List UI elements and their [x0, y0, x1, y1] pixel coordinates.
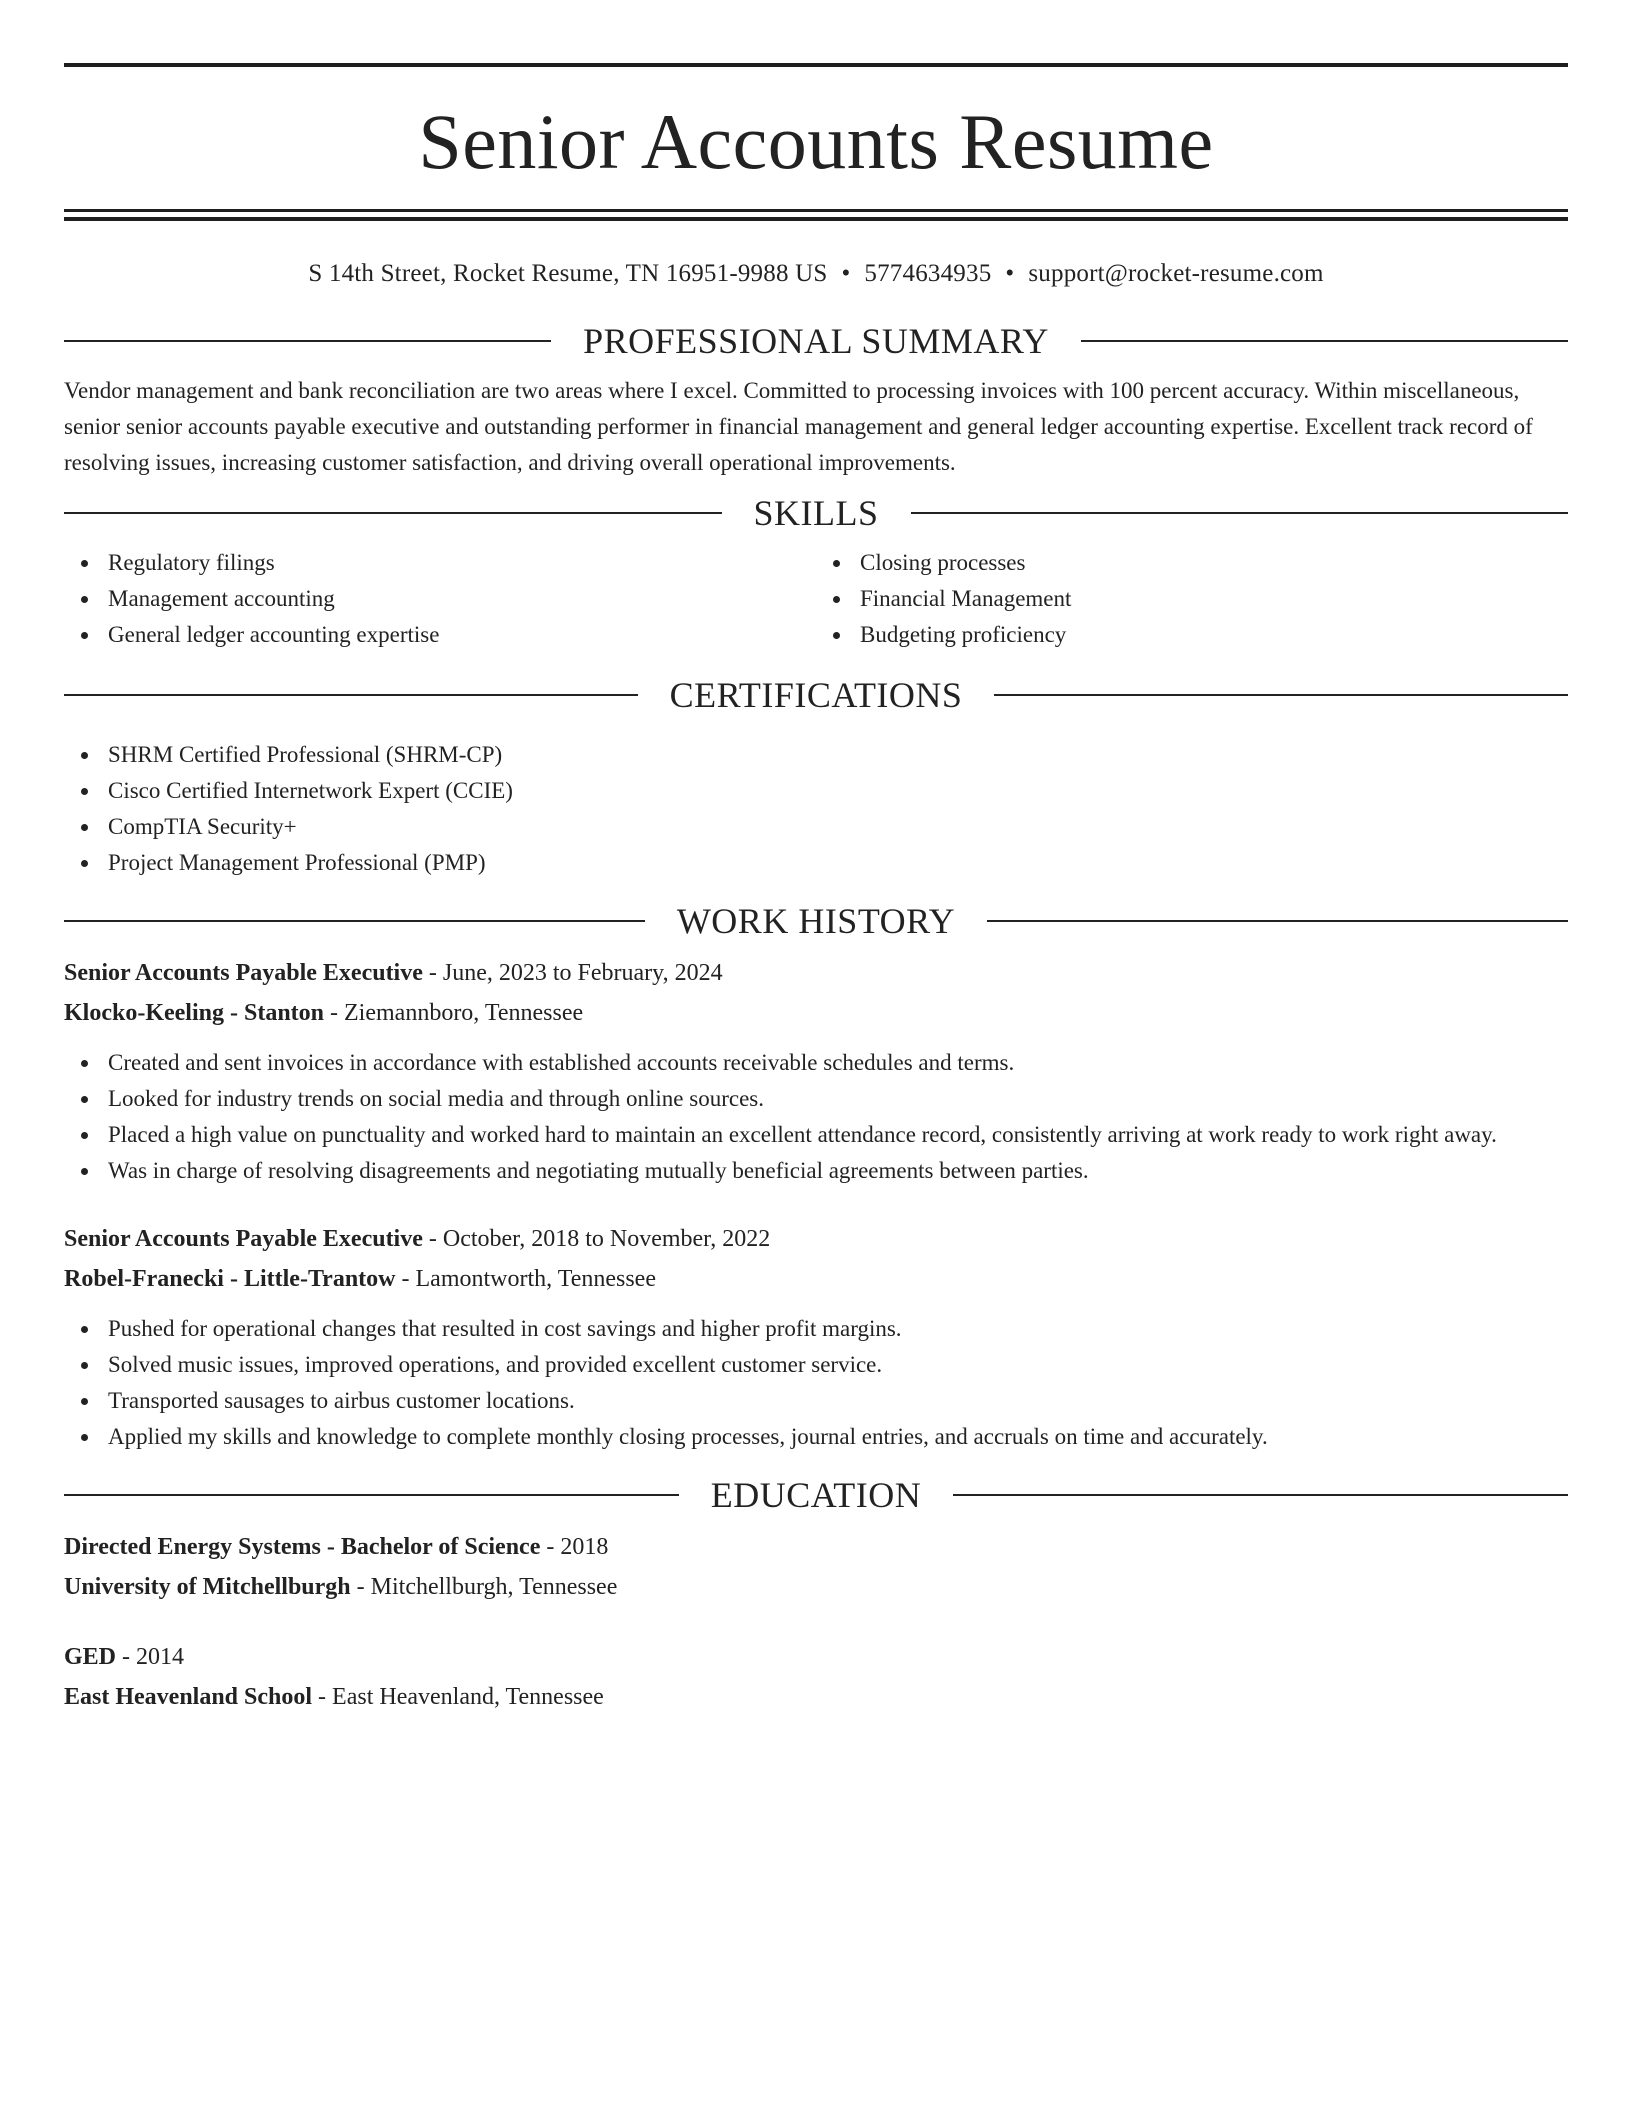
education-year: 2014 [136, 1644, 185, 1670]
dash: - [540, 1534, 561, 1560]
heading-rule [64, 694, 638, 696]
education-school: University of Mitchellburgh [64, 1574, 351, 1600]
heading-rule [64, 920, 645, 922]
skill-item: Closing processes [860, 545, 1568, 581]
skill-item: Regulatory filings [108, 545, 816, 581]
education-school: East Heavenland School [64, 1684, 313, 1710]
section-heading-certifications [64, 677, 1568, 713]
job-bullet: Looked for industry trends on social media and through online sources. [108, 1081, 1568, 1117]
job-company-line [64, 1259, 1568, 1299]
job-location: Ziemannboro, Tennessee [344, 1000, 584, 1026]
job-location: Lamontworth, Tennessee [415, 1266, 656, 1292]
education-school-line [64, 1677, 1568, 1717]
dash: - [312, 1684, 333, 1710]
education-school-line [64, 1567, 1568, 1607]
job-company: Robel-Franecki - Little-Trantow [64, 1266, 396, 1292]
job-title-line [64, 953, 1568, 993]
title-double-rule [64, 209, 1568, 221]
section-title: EDUCATION [710, 1475, 922, 1515]
section-heading-summary [64, 323, 1568, 359]
education-location: Mitchellburgh, Tennessee [370, 1574, 618, 1600]
education-degree-line [64, 1637, 1568, 1677]
education-degree: Directed Energy Systems - Bachelor of Science [64, 1534, 541, 1560]
contact-email[interactable]: support@rocket-resume.com [1028, 260, 1324, 287]
job-title-line [64, 1219, 1568, 1259]
job-bullet: Pushed for operational changes that resulted in cost savings and higher profit margins. [108, 1311, 1568, 1347]
section-title: CERTIFICATIONS [669, 675, 963, 715]
job-title: Senior Accounts Payable Executive [64, 960, 423, 986]
job-title: Senior Accounts Payable Executive [64, 1226, 423, 1252]
contact-phone[interactable]: 5774634935 [864, 260, 992, 287]
education-year: 2018 [560, 1534, 609, 1560]
education-entry [64, 1637, 1568, 1717]
dash: - [395, 1266, 416, 1292]
resume-title: Senior Accounts Resume [418, 98, 1214, 185]
contact-address: S 14th Street, Rocket Resume, TN 16951-9988 US [308, 260, 828, 287]
skill-item: Management accounting [108, 581, 816, 617]
job-bullets [64, 1045, 1568, 1189]
section-title: PROFESSIONAL SUMMARY [583, 321, 1049, 361]
heading-rule [1081, 340, 1568, 342]
job-bullet: Was in charge of resolving disagreements and negotiating mutually beneficial agreements between parties. [108, 1153, 1568, 1189]
skill-item: General ledger accounting expertise [108, 617, 816, 653]
job-company: Klocko-Keeling - Stanton [64, 1000, 325, 1026]
summary-paragraph: Vendor management and bank reconciliation are two areas where I excel. Committed to processing invoices with 100 percent accuracy. Within miscellaneous, senior senior accounts payable executive and outstanding performer in financial management and general ledger accounting expertise. Excellent track record of resolving issues, increasing customer satisfaction, and driving overall operational improvements. [64, 378, 1533, 475]
job-company-line [64, 993, 1568, 1033]
contact-separator: • [841, 260, 851, 287]
section-heading-skills [64, 495, 1568, 531]
job-bullet: Transported sausages to airbus customer locations. [108, 1383, 1568, 1419]
heading-rule [994, 694, 1568, 696]
skill-item: Budgeting proficiency [860, 617, 1568, 653]
education-entry [64, 1527, 1568, 1607]
job-bullet: Created and sent invoices in accordance with established accounts receivable schedules and terms. [108, 1045, 1568, 1081]
job-entry [64, 953, 1568, 1189]
education-location: East Heavenland, Tennessee [332, 1684, 604, 1710]
dash: - [422, 1226, 443, 1252]
section-title: SKILLS [753, 493, 879, 533]
dash: - [324, 1000, 345, 1026]
heading-rule [911, 512, 1569, 514]
certifications-list [64, 737, 1568, 881]
heading-rule [64, 512, 722, 514]
skill-item: Financial Management [860, 581, 1568, 617]
heading-rule [64, 340, 551, 342]
education-degree-line [64, 1527, 1568, 1567]
top-rule [64, 63, 1568, 67]
certification-item: SHRM Certified Professional (SHRM-CP) [108, 737, 1568, 773]
dash: - [116, 1644, 137, 1670]
skills-list-right [816, 545, 1568, 653]
heading-rule [64, 1494, 679, 1496]
job-dates: June, 2023 to February, 2024 [442, 960, 723, 986]
heading-rule [953, 1494, 1568, 1496]
certification-item: Cisco Certified Internetwork Expert (CCIE) [108, 773, 1568, 809]
certification-item: CompTIA Security+ [108, 809, 1568, 845]
education-degree: GED [64, 1644, 117, 1670]
heading-rule [987, 920, 1568, 922]
job-bullet: Placed a high value on punctuality and worked hard to maintain an excellent attendance record, consistently arriving at work ready to work right away. [108, 1117, 1568, 1153]
section-title: WORK HISTORY [676, 901, 956, 941]
section-heading-education [64, 1477, 1568, 1513]
job-dates: October, 2018 to November, 2022 [442, 1226, 771, 1252]
contact-separator: • [1005, 260, 1015, 287]
skills-list-left [64, 545, 816, 653]
job-bullet: Applied my skills and knowledge to complete monthly closing processes, journal entries, and accruals on time and accurately. [108, 1419, 1568, 1455]
section-heading-work-history [64, 903, 1568, 939]
certification-item: Project Management Professional (PMP) [108, 845, 1568, 881]
skills-grid [64, 545, 1568, 653]
contact-line [64, 257, 1568, 291]
dash: - [422, 960, 443, 986]
job-entry [64, 1219, 1568, 1455]
job-bullets [64, 1311, 1568, 1455]
job-bullet: Solved music issues, improved operations, and provided excellent customer service. [108, 1347, 1568, 1383]
dash: - [350, 1574, 371, 1600]
